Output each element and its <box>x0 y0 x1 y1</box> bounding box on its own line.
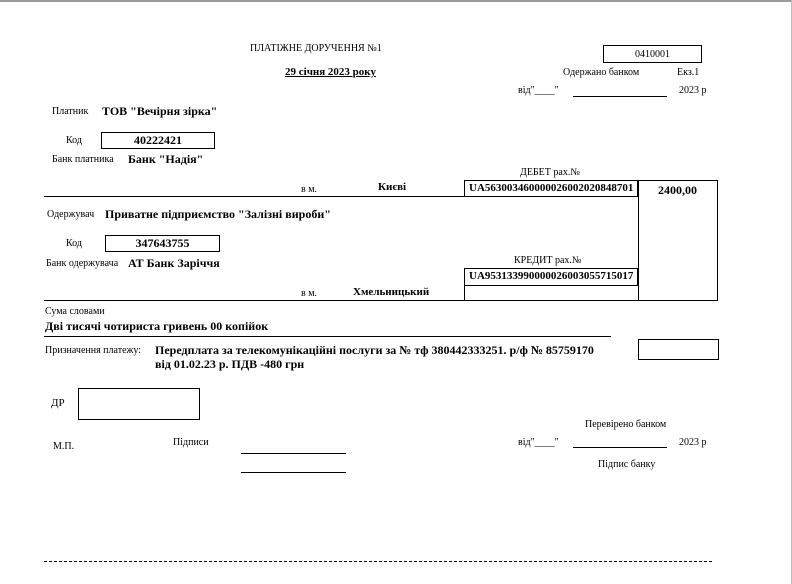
recipient-code-box <box>105 235 220 252</box>
amount: 2400,00 <box>658 183 697 197</box>
received-year: 2023 р <box>679 85 707 96</box>
recipient-code-label: Код <box>66 238 82 249</box>
payer-code-label: Код <box>66 135 82 146</box>
payer-name: ТОВ "Вечірня зірка" <box>102 104 218 118</box>
checked-year: 2023 р <box>679 437 707 448</box>
received-date-prefix: від"____" <box>518 85 559 96</box>
payer-bank-label: Банк платника <box>52 154 114 165</box>
debit-account: UA563003460000026002020848701 <box>469 182 634 194</box>
purpose-code-box <box>638 339 719 360</box>
payer-code-box <box>101 132 215 149</box>
recipient-separator-line <box>44 300 464 301</box>
payer-city: Києві <box>378 181 407 193</box>
credit-box-bottom <box>464 300 638 301</box>
checked-date-prefix: від"____" <box>518 437 559 448</box>
payer-label: Платник <box>52 106 89 117</box>
recipient-bank-label: Банк одержувача <box>46 258 119 269</box>
sum-words-line <box>44 336 611 337</box>
form-code: 0410001 <box>635 48 670 60</box>
recipient-city-label: в м. <box>301 288 318 299</box>
copy-label: Екз.1 <box>677 67 700 78</box>
received-date-line <box>573 96 667 97</box>
cut-line <box>44 561 712 562</box>
received-by-bank-label: Одержано банком <box>563 67 640 78</box>
sum-words: Дві тисячі чотириста гривень 00 копійок <box>45 319 269 333</box>
bank-signature-label: Підпис банку <box>598 459 656 470</box>
sum-words-label: Сума словами <box>45 306 105 317</box>
dr-box <box>78 388 200 420</box>
recipient-label: Одержувач <box>47 209 95 220</box>
recipient-bank: АТ Банк Заріччя <box>128 256 220 270</box>
credit-box-extension <box>464 286 465 301</box>
checked-by-bank-label: Перевірено банком <box>585 419 667 430</box>
recipient-city: Хмельницький <box>353 286 430 298</box>
payer-city-label: в м. <box>301 184 318 195</box>
payer-code: 40222421 <box>134 133 182 147</box>
credit-account-label: КРЕДИТ рах.№ <box>514 255 582 266</box>
document-title: ПЛАТІЖНЕ ДОРУЧЕННЯ №1 <box>250 43 382 54</box>
signatures-label: Підписи <box>173 437 209 448</box>
recipient-name: Приватне підприємство "Залізні вироби" <box>105 207 331 221</box>
purpose-line-1: Передплата за телекомунікаційні послуги за № тф 380442333251. р/ф № 85759170 <box>155 343 594 357</box>
payer-bank: Банк "Надія" <box>128 152 204 166</box>
amount-box <box>638 180 718 301</box>
debit-account-label: ДЕБЕТ рах.№ <box>520 167 580 178</box>
purpose-label: Призначення платежу: <box>45 345 142 356</box>
document-date: 29 січня 2023 року <box>285 66 376 78</box>
payer-separator-line <box>44 196 464 197</box>
form-code-box <box>603 45 702 63</box>
checked-date-line <box>573 447 667 448</box>
dr-label: ДР <box>51 397 65 409</box>
window-top-border <box>0 0 792 2</box>
stamp-label: М.П. <box>53 441 75 452</box>
signature-line-2 <box>241 472 346 473</box>
credit-account: UA953133990000026003055715017 <box>469 270 634 282</box>
signature-line-1 <box>241 453 346 454</box>
recipient-code: 347643755 <box>135 236 190 250</box>
purpose-line-2: від 01.02.23 р. ПДВ -480 грн <box>155 357 305 371</box>
